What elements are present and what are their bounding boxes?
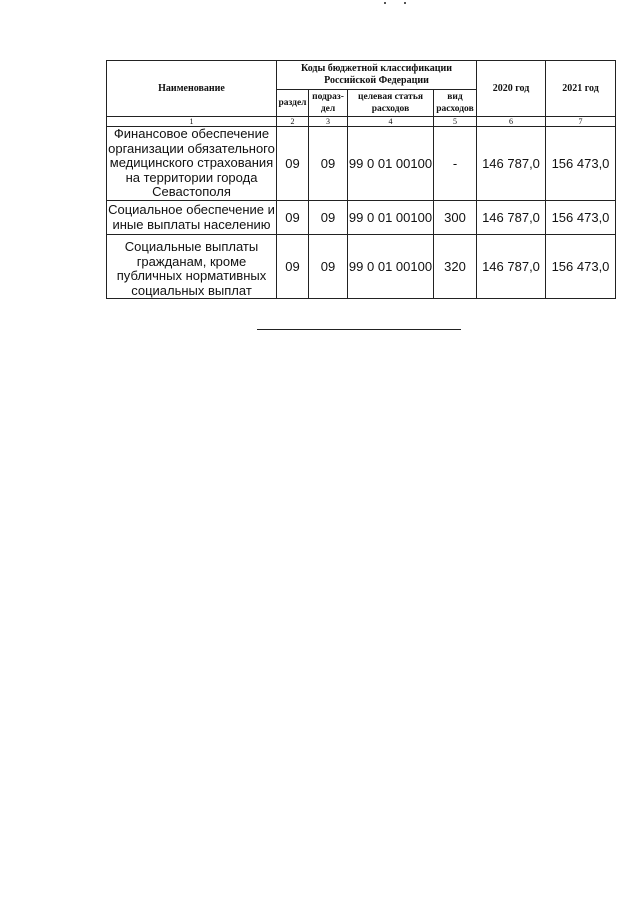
column-number: 5 (434, 117, 477, 127)
row-expense-type: 300 (434, 201, 477, 235)
row-target-article: 99 0 01 00100 (348, 201, 434, 235)
row-name: Финансовое обеспечение организации обязательного медицинского страхования на территории города Севастополя (108, 126, 275, 200)
row-subsection: 09 (309, 235, 348, 299)
budget-table (106, 60, 616, 299)
column-number: 4 (348, 117, 434, 127)
row-target-article: 99 0 01 00100 (348, 235, 434, 299)
table-row (107, 201, 616, 235)
row-section: 09 (277, 127, 309, 201)
column-number: 6 (477, 117, 546, 127)
row-amount-2021: 156 473,0 (546, 201, 616, 235)
row-amount-2021: 156 473,0 (546, 127, 616, 201)
header-expense-type-line1: вид (447, 92, 463, 102)
header-expense-type (434, 90, 477, 117)
header-expense-type-line2: расходов (436, 104, 474, 114)
column-number: 7 (546, 117, 616, 127)
row-amount-2020: 146 787,0 (477, 201, 546, 235)
header-target-article-line1: целевая статья (358, 92, 423, 102)
column-number: 2 (277, 117, 309, 127)
header-section: раздел (277, 90, 309, 117)
scan-speck (404, 2, 406, 4)
column-number: 1 (107, 117, 277, 127)
header-target-article (348, 90, 434, 117)
header-year-2020: 2020 год (477, 61, 546, 117)
end-of-document-rule (257, 329, 461, 330)
row-expense-type: - (434, 127, 477, 201)
table-row (107, 235, 616, 299)
header-subsection (309, 90, 348, 117)
row-amount-2020: 146 787,0 (477, 127, 546, 201)
row-name: Социальные выплаты гражданам, кроме публичных нормативных социальных выплат (107, 235, 277, 299)
table-row (107, 127, 616, 201)
scan-speck (384, 2, 386, 4)
header-year-2021: 2021 год (546, 61, 616, 117)
row-amount-2020: 146 787,0 (477, 235, 546, 299)
column-numbers-row (107, 117, 616, 127)
header-target-article-line2: расходов (371, 104, 410, 114)
row-target-article: 99 0 01 00100 (348, 127, 434, 201)
row-expense-type: 320 (434, 235, 477, 299)
row-subsection: 09 (309, 127, 348, 201)
row-amount-2021: 156 473,0 (546, 235, 616, 299)
header-subsection-line2: дел (320, 104, 336, 114)
row-section: 09 (277, 235, 309, 299)
header-name: Наименование (107, 61, 277, 117)
row-section: 09 (277, 201, 309, 235)
header-codes-group: Коды бюджетной классификации Российской Федерации (277, 61, 477, 90)
column-number: 3 (309, 117, 348, 127)
row-name: Социальное обеспечение и иные выплаты населению (107, 201, 277, 235)
header-row-top (107, 61, 616, 90)
row-subsection: 09 (309, 201, 348, 235)
header-subsection-line1: подраз- (312, 92, 344, 102)
